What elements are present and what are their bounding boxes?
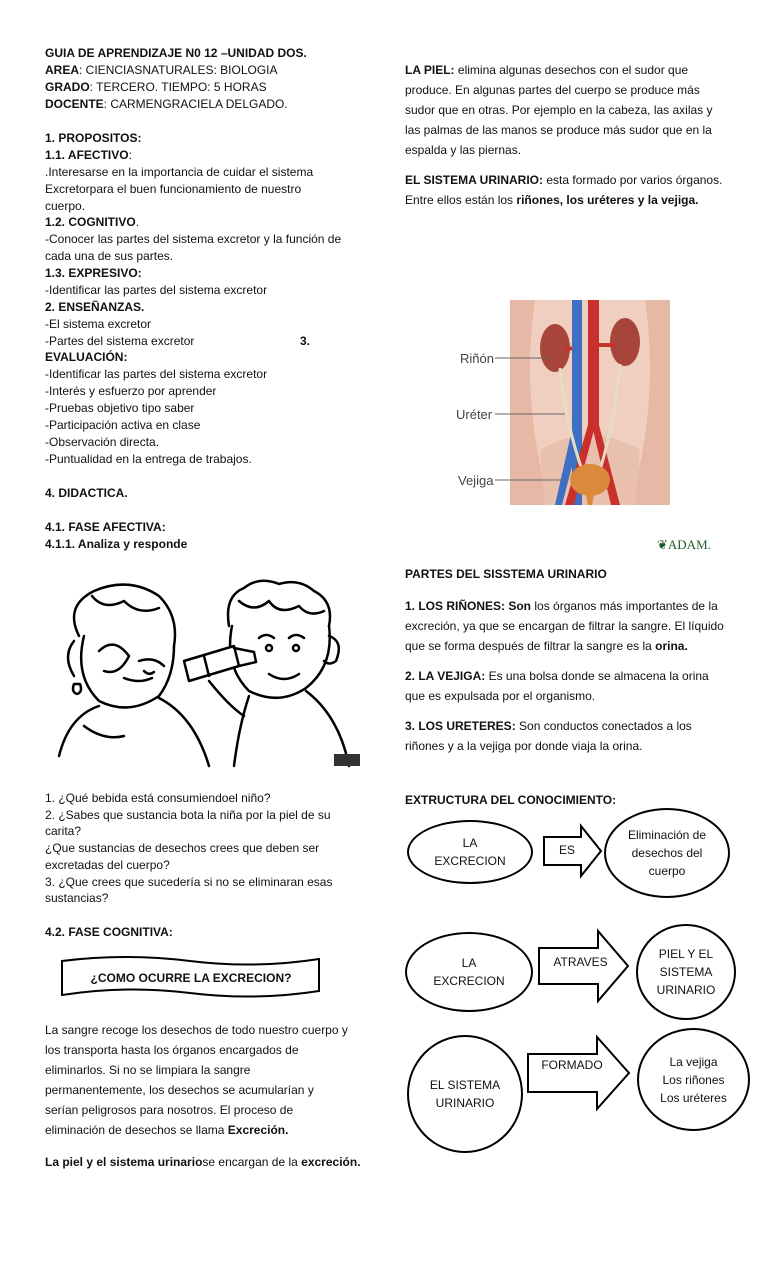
cognitiva-paragraph-line: permanentemente, los desechos se acumularían y — [45, 1083, 314, 1097]
leaf-icon: ❦ — [657, 537, 668, 552]
ensenanzas-item: -El sistema excretor — [45, 317, 152, 331]
label-ureter: Uréter — [456, 407, 493, 422]
cognitiva-paragraph-line: serían peligrosos para nosotros. El proceso de — [45, 1103, 294, 1117]
afectivo-line: cuerpo. — [45, 199, 86, 213]
estructura-heading: EXTRUCTURA DEL CONOCIMIENTO: — [405, 793, 617, 807]
area-line: AREA: CIENCIASNATURALES: BIOLOGIA — [45, 63, 278, 77]
children-drinking-illustration — [44, 566, 364, 771]
cognitiva-paragraph-line: los transporta hasta los órganos encargados de — [45, 1043, 299, 1057]
analiza-heading: 4.1.1. Analiza y responde — [45, 537, 188, 551]
question-line: ¿Que sustancias de desechos crees que deben ser — [45, 841, 320, 855]
piel-paragraph: LA PIEL: elimina algunas desechos con el sudor que produce. En algunas partes del cuerpo se produce más sudor que en otras. Por ejemplo en la cabeza, las axilas y las palmas de las manos se produce más sudor que en la espalda y las piernas. EL SISTEMA URINARIO: esta formado por varios órganos. Entre ellos están los riñones, los uréteres y la vejiga. — [405, 63, 723, 207]
evaluacion-item: -Identificar las partes del sistema excretor — [45, 367, 268, 381]
ensenanzas-item: -Partes del sistema excretor — [45, 334, 195, 348]
evaluacion-item: -Pruebas objetivo tipo saber — [45, 401, 195, 415]
section-3-number: 3. — [300, 334, 311, 348]
evaluacion-item: -Puntualidad en la entrega de trabajos. — [45, 452, 252, 466]
docente-line: DOCENTE: CARMENGRACIELA DELGADO. — [45, 97, 288, 111]
concept-right-oval: PIEL Y EL SISTEMA URINARIO — [636, 924, 736, 1020]
partes-list: 1. LOS RIÑONES: Son los órganos más importantes de la excreción, ya que se encargan de filtrar la sangre. El líquido que se forma después de filtrar la sangre es la orina. 2. LA VEJIGA: Es una bolsa donde se almacena la orina que es expulsada por el organismo. 3. LOS URETERES: Son conductos conectados a los riñones y a la vejiga por donde viaja la orina. — [405, 599, 724, 753]
adam-logo: ❦ADAM. — [657, 537, 711, 552]
ensenanzas-heading: 2. ENSEÑANZAS. — [45, 300, 145, 314]
afectivo-heading: 1.1. AFECTIVO: — [45, 148, 132, 162]
question-line: 2. ¿Sabes que sustancia bota la niña por la piel de su — [45, 808, 331, 822]
fase-afectiva-heading: 4.1. FASE AFECTIVA: — [45, 520, 166, 534]
concept-left-oval: LA EXCRECION — [405, 932, 533, 1012]
expresivo-heading: 1.3. EXPRESIVO: — [45, 266, 142, 280]
evaluacion-item: -Participación activa en clase — [45, 418, 201, 432]
evaluacion-item: -Observación directa. — [45, 435, 160, 449]
question-line: 3. ¿Que crees que sucedería si no se eliminaran esas — [45, 875, 333, 889]
arrow-label: FORMADO — [541, 1058, 603, 1072]
cognitiva-paragraph-line: eliminación de desechos se llama Excreción. — [45, 1123, 289, 1137]
grado-line: GRADO: TERCERO. TIEMPO: 5 HORAS — [45, 80, 267, 94]
arrow-label: ATRAVES — [553, 955, 608, 969]
evaluacion-heading: EVALUACIÓN: — [45, 350, 128, 364]
fase-cognitiva-heading: 4.2. FASE COGNITIVA: — [45, 925, 173, 939]
arrow-icon — [527, 1036, 631, 1110]
question-line: excretadas del cuerpo? — [45, 858, 170, 872]
question-line: 1. ¿Qué bebida está consumiendoel niño? — [45, 791, 271, 805]
expresivo-line: -Identificar las partes del sistema excretor — [45, 283, 268, 297]
label-leader-lines — [495, 350, 555, 490]
afectivo-line: Excretorpara el buen funcionamiento de nuestro — [45, 182, 302, 196]
partes-heading: PARTES DEL SISSTEMA URINARIO — [405, 567, 607, 581]
evaluacion-item: -Interés y esfuerzo por aprender — [45, 384, 217, 398]
concept-right-oval: Eliminación de desechos del cuerpo — [604, 808, 730, 898]
cognitiva-paragraph-line: eliminarlos. Si no se limpiara la sangre — [45, 1063, 251, 1077]
cognitivo-line: cada una de sus partes. — [45, 249, 174, 263]
cognitivo-heading: 1.2. COGNITIVO. — [45, 215, 140, 229]
concept-left-oval: EL SISTEMA URINARIO — [407, 1035, 523, 1153]
propositos-heading: 1. PROPOSITOS: — [45, 131, 142, 145]
afectivo-line: .Interesarse en la importancia de cuidar el sistema — [45, 165, 314, 179]
excrecion-summary: La piel y el sistema urinariose encargan de la excreción. — [45, 1155, 361, 1169]
guide-title: GUIA DE APRENDIZAJE N0 12 –UNIDAD DOS. — [45, 46, 307, 60]
question-line: carita? — [45, 824, 82, 838]
banner-title: ¿COMO OCURRE LA EXCRECION? — [90, 971, 292, 985]
label-rinon: Riñón — [460, 351, 494, 366]
didactica-heading: 4. DIDACTICA. — [45, 486, 128, 500]
question-line: sustancias? — [45, 891, 109, 905]
cognitivo-line: -Conocer las partes del sistema excretor y la función de — [45, 232, 342, 246]
arrow-label: ES — [558, 843, 575, 857]
cognitiva-paragraph-line: La sangre recoge los desechos de todo nuestro cuerpo y — [45, 1023, 348, 1037]
concept-right-oval: La vejiga Los riñones Los uréteres — [637, 1028, 750, 1131]
label-vejiga: Vejiga — [458, 473, 494, 488]
concept-left-oval: LA EXCRECION — [407, 820, 533, 884]
